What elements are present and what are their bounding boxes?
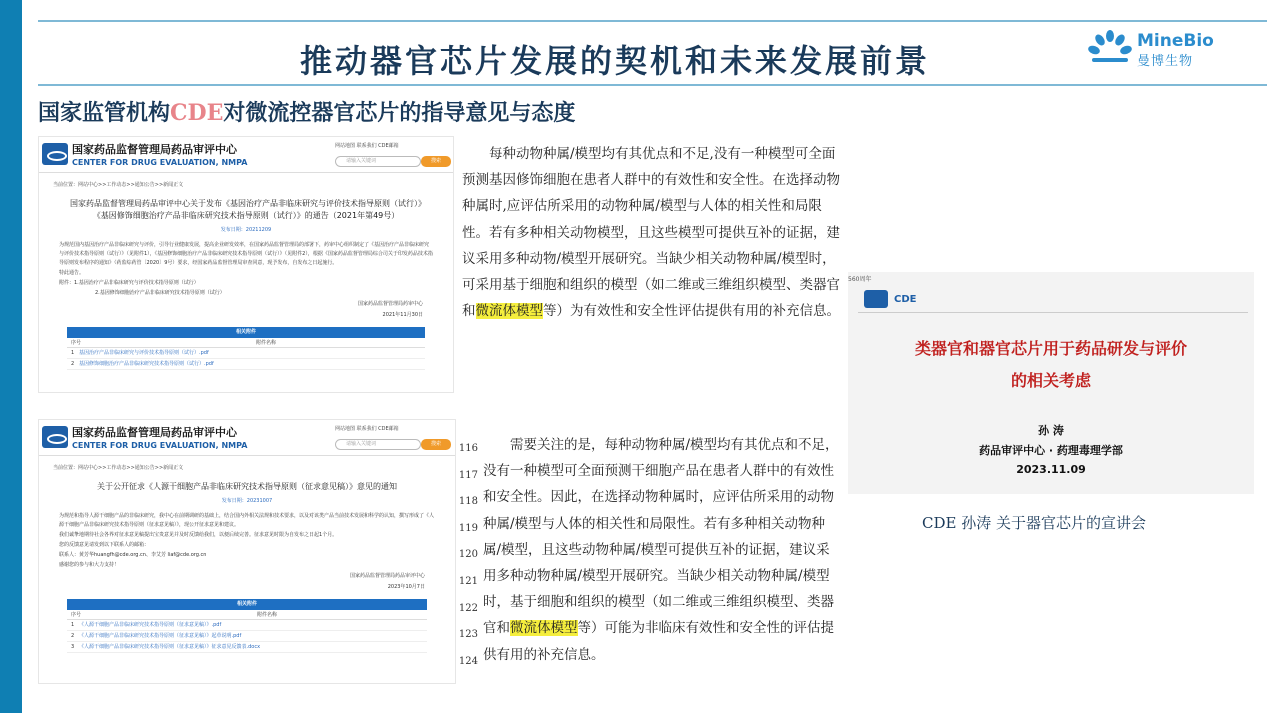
attachment-table: [67, 599, 427, 653]
file-link[interactable]: 基因治疗产品非临床研究与评价技术指导原则（试行）.pdf: [79, 350, 209, 356]
body-paragraph: 您的反馈意见请发到以下联系人的邮箱：: [59, 542, 150, 548]
slide-date: 2023.11.09: [1016, 463, 1086, 476]
doc-header: [39, 420, 455, 456]
cde-emblem-icon: [42, 143, 68, 165]
subtitle-cde: CDE: [170, 100, 224, 126]
table-row: [67, 620, 427, 631]
title-divider: [38, 84, 1267, 86]
left-accent-bar: [0, 0, 22, 713]
table-row: [67, 642, 427, 653]
file-no: 3: [71, 644, 75, 650]
signature-org: 国家药品监督管理局药品审评中心: [349, 573, 425, 579]
table-title: 相关附件: [67, 599, 427, 610]
body-paragraph: 联系人：黄芳华huangfh@cde.org.cn、李艾芳 liaf@cde.org.cn: [59, 552, 207, 558]
col-no: 序号: [71, 340, 82, 346]
cde-notice-screenshot-1: [38, 136, 454, 393]
org-name-en: CENTER FOR DRUG EVALUATION, NMPA: [72, 441, 248, 450]
slide-title-line1: 类器官和器官芯片用于药品研发与评价: [914, 339, 1187, 358]
line-number: 123: [458, 629, 478, 641]
site-nav: 网站地图 联系我们 CDE邮箱: [335, 143, 399, 149]
presentation-slide: [848, 272, 1254, 494]
table-header-row: [67, 610, 427, 620]
top-divider: [38, 20, 1267, 22]
table-header-row: [67, 338, 425, 348]
highlighted-term: 微流体模型: [510, 620, 578, 637]
table-row: [67, 631, 427, 642]
body-paragraph: 为规范国内基因治疗产品非临床研究与评价，引导行业健康发展，提高企业研发效率，在国家药品监督管理局的部署下，药审中心组织制定了《基因治疗产品非临床研究与评价技术指导原则（试行）》（见附件1），《基因修饰细胞治疗产品非临床研究技术指导原则（试行）》（见附件2），根据《国家药品监督管理局综合司关于印发药品技术指导原则发布程序的通知》（药监综药管〔2020〕9号）要求，经国家药品监督管理局审查同意，现予发布，自发布之日起施行。: [59, 242, 433, 266]
line-number: 124: [458, 655, 478, 667]
file-no: 2: [71, 361, 75, 367]
highlighted-term: 微流体模型: [475, 303, 543, 320]
breadcrumb: 当前位置：网站中心>>工作动态>>通知公告>>新闻正文: [53, 465, 184, 471]
slide-tag: 560周年: [848, 276, 872, 283]
subtitle-prefix: 国家监管机构: [38, 100, 171, 126]
attachment-table: [67, 327, 425, 370]
subtitle-suffix: 对微流控器官芯片的指导意见与态度: [223, 100, 576, 126]
slide-department: 药品审评中心 · 药理毒理学部: [979, 444, 1123, 457]
table-row: [67, 359, 425, 370]
file-link[interactable]: 《人源干细胞产品非临床研究技术指导原则（征求意见稿）》起草说明.pdf: [79, 633, 242, 639]
table-title: 相关附件: [67, 327, 425, 338]
slide-author: 孙 涛: [1038, 424, 1064, 437]
slide-logo: CDE: [894, 294, 917, 305]
logo-text-en: MineBio: [1137, 31, 1214, 51]
file-no: 1: [71, 622, 75, 628]
file-link[interactable]: 《人源干细胞产品非临床研究技术指导原则（征求意见稿）》.pdf: [79, 622, 222, 628]
excerpt-text: 每种动物种属/模型均有其优点和不足,没有一种模型可全面预测基因修饰细胞在患者人群中的有效性和安全性。在选择动物种属时,应评估所采用的动物种属/模型与人体的相关性和局限性。若有多种相关动物模型，且这些模型可提供互补的证据，建议采用多种动物/模型开展研究。当缺少相关动物种属/模型时，可采用基于细胞和组织的模型（如二维或三维组织模型、类器官和: [462, 146, 840, 320]
notice-body: [39, 233, 453, 298]
line-number: 121: [458, 575, 478, 587]
line-number: 116: [458, 443, 478, 454]
excerpt-text: 等）可能为非临床有效性和安全性的评估提供有用的补充信息。: [483, 620, 834, 663]
file-no: 2: [71, 633, 75, 639]
logo-text-cn: 曼博生物: [1137, 54, 1194, 69]
line-number: 117: [458, 469, 478, 481]
slide-divider: [858, 312, 1248, 313]
org-name-cn: 国家药品监督管理局药品审评中心: [72, 426, 237, 439]
cde-emblem-icon: [42, 426, 68, 448]
section-subtitle: [38, 96, 575, 127]
body-paragraph: 2.基因修饰细胞治疗产品非临床研究技术指导原则（试行）: [95, 290, 225, 296]
body-paragraph: 为规范和指导人源干细胞产品的非临床研究，我中心在前期调研的基础上，结合国内外相关法规和技术要求，以及对该类产品当前技术发展和科学的认知，撰写形成了《人源干细胞产品非临床研究技术指导原则（征求意见稿）》，现公开征求意见和建议。: [59, 513, 435, 528]
col-name: 附件名称: [255, 340, 276, 346]
search-button: 搜索: [421, 439, 451, 450]
site-nav: 网站地图 联系我们 CDE邮箱: [335, 426, 399, 432]
search-button: 搜索: [421, 156, 451, 167]
search-input: 请输入关键词: [335, 439, 421, 450]
cde-notice-screenshot-2: [38, 419, 456, 684]
cde-emblem-icon: [864, 290, 888, 308]
line-number: 120: [458, 549, 478, 561]
org-name-en: CENTER FOR DRUG EVALUATION, NMPA: [72, 158, 248, 167]
col-no: 序号: [71, 612, 82, 618]
body-paragraph: 附件：1.基因治疗产品非临床研究与评价技术指导原则（试行）: [59, 280, 199, 286]
excerpt-text: 需要关注的是，每种动物种属/模型均有其优点和不足，没有一种模型可全面预测干细胞产品在患者人群中的有效性和安全性。因此，在选择动物种属时，应评估所采用的动物种属/模型与人体的相关性和局限性。若有多种相关动物种属/模型，且这些动物种属/模型可提供互补的证据，建议采用多种动物种属/模型开展研究。当缺少相关动物种属/模型时，基于细胞和组织的模型（如二维或三维组织模型、类器官和: [483, 437, 839, 637]
body-paragraph: 我们诚挚地期待社会各界对征求意见稿提出宝贵意见并及时反馈给我们，以便后续完善。征求意见时限为自发布之日起1个月。: [59, 532, 338, 538]
publish-date: 发布日期：20211209: [220, 227, 272, 233]
signature-date: 2023年10月7日: [387, 584, 425, 590]
publish-date: 发布日期：20231007: [221, 498, 273, 504]
excerpt-text: 等）为有效性和安全性评估提供有用的补充信息。: [543, 303, 840, 320]
notice-title: 关于公开征求《人源干细胞产品非临床研究技术指导原则（征求意见稿）》意见的通知: [97, 482, 397, 491]
table-row: [67, 348, 425, 359]
line-number: 118: [458, 496, 478, 508]
line-number: 119: [458, 522, 478, 534]
col-name: 附件名称: [256, 612, 277, 618]
signature-org: 国家药品监督管理局药审中心: [357, 301, 423, 307]
slide-title-line2: 的相关考虑: [1010, 371, 1091, 390]
guideline-excerpt-1: [462, 141, 844, 324]
file-link[interactable]: 基因修饰细胞治疗产品非临床研究技术指导原则（试行）.pdf: [79, 361, 214, 367]
notice-title: 国家药品监督管理局药品审评中心关于发布《基因治疗产品非临床研究与评价技术指导原则（试行）》《基因修饰细胞治疗产品非临床研究技术指导原则（试行）》的通告（2021年第49号）: [70, 199, 422, 220]
body-paragraph: 感谢您的参与和大力支持！: [59, 562, 120, 568]
line-numbers: [452, 436, 478, 675]
notice-body: [39, 504, 455, 570]
guideline-excerpt-2: [483, 432, 843, 668]
file-link[interactable]: 《人源干细胞产品非临床研究技术指导原则（征求意见稿）》征求意见反馈表.docx: [79, 644, 261, 650]
doc-header: [39, 137, 453, 173]
line-number: 122: [458, 602, 478, 614]
org-name-cn: 国家药品监督管理局药品审评中心: [72, 143, 237, 156]
file-no: 1: [71, 350, 75, 356]
page-title: 推动器官芯片发展的契机和未来发展前景: [300, 42, 931, 80]
slide-caption: CDE 孙涛 关于器官芯片的宣讲会: [922, 514, 1146, 532]
signature-date: 2021年11月30日: [382, 312, 423, 318]
body-paragraph: 特此通告。: [59, 270, 85, 276]
search-input: 请输入关键词: [335, 156, 421, 167]
breadcrumb: 当前位置：网站中心>>工作动态>>通知公告>>新闻正文: [53, 182, 184, 188]
